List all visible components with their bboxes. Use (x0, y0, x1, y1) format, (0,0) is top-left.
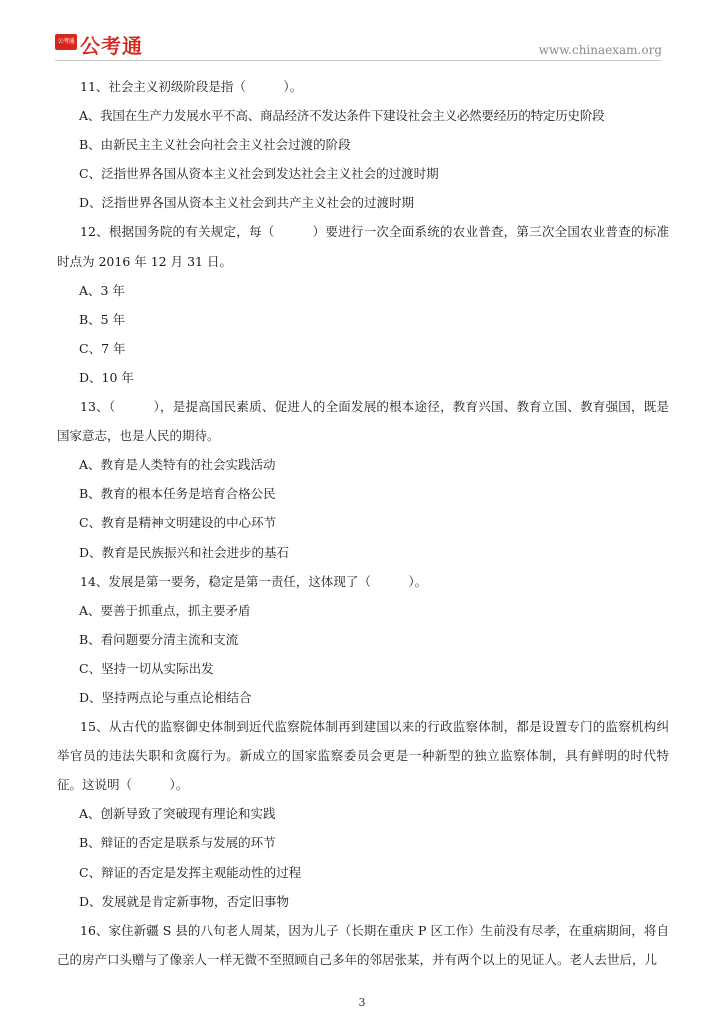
answer-option: B、由新民主主义社会向社会主义社会过渡的阶段 (79, 137, 351, 153)
logo-text: 公考通 (80, 34, 143, 58)
site-url[interactable]: www.chinaexam.org (538, 43, 662, 57)
answer-option: B、辩证的否定是联系与发展的环节 (79, 835, 276, 851)
answer-option: A、3 年 (79, 282, 125, 298)
answer-option: A、要善于抓重点，抓主要矛盾 (79, 602, 251, 618)
header-divider (55, 60, 661, 61)
question-block (57, 392, 669, 567)
answer-option: A、教育是人类特有的社会实践活动 (79, 457, 276, 473)
question-block (57, 567, 669, 712)
question-block (57, 72, 669, 217)
question-block (57, 916, 669, 974)
answer-option: B、看问题要分清主流和支流 (79, 631, 239, 647)
answer-option: C、7 年 (79, 340, 126, 356)
question-stem: 14、发展是第一要务，稳定是第一责任，这体现了（ ）。 (80, 573, 428, 589)
answer-option: C、泛指世界各国从资本主义社会到发达社会主义社会的过渡时期 (79, 166, 439, 182)
answer-option: C、教育是精神文明建设的中心环节 (79, 515, 277, 531)
answer-option: D、教育是民族振兴和社会进步的基石 (79, 544, 290, 560)
answer-option: A、创新导致了突破现有理论和实践 (79, 806, 276, 822)
question-stem: 16、家住新疆 S 县的八旬老人周某，因为儿子（长期在重庆 P 区工作）生前没有尽孝，在重病期间，将自己的房产口头赠与了像亲人一样无微不至照顾自己多年的邻居张某，并有两个以上的见证人。老人去世后，儿 (57, 922, 669, 967)
answer-option: A、我国在生产力发展水平不高、商品经济不发达条件下建设社会主义必然要经历的特定历史阶段 (79, 108, 605, 124)
answer-option: D、10 年 (79, 369, 134, 385)
answer-option: C、辩证的否定是发挥主观能动性的过程 (79, 864, 302, 880)
page-header (0, 0, 724, 62)
answer-option: C、坚持一切从实际出发 (79, 660, 214, 676)
question-stem: 12、根据国务院的有关规定，每（ ）要进行一次全面系统的农业普查，第三次全国农业普查的标准时点为 2016 年 12 月 31 日。 (57, 224, 669, 269)
question-stem: 11、社会主义初级阶段是指（ ）。 (80, 79, 303, 94)
answer-option: B、5 年 (79, 311, 126, 327)
answer-option: D、发展就是肯定新事物，否定旧事物 (79, 893, 290, 909)
logo-badge: 公考通 (55, 34, 77, 50)
answer-option: B、教育的根本任务是培育合格公民 (79, 486, 276, 502)
answer-option: D、泛指世界各国从资本主义社会到共产主义社会的过渡时期 (79, 195, 415, 211)
answer-option: D、坚持两点论与重点论相结合 (79, 689, 252, 705)
question-stem: 13、（ ），是提高国民素质、促进人的全面发展的根本途径，教育兴国、教育立国、教育强国，既是国家意志，也是人民的期待。 (57, 399, 669, 444)
question-stem: 15、从古代的监察御史体制到近代监察院体制再到建国以来的行政监察体制，都是设置专门的监察机构纠举官员的违法失职和贪腐行为。新成立的国家监察委员会更是一种新型的独立监察体制，具有鲜明的时代特征。这说明（ ）。 (57, 719, 669, 793)
page-number: 3 (358, 996, 366, 1009)
question-list (57, 72, 669, 974)
question-block (57, 217, 669, 392)
question-block (57, 712, 669, 916)
